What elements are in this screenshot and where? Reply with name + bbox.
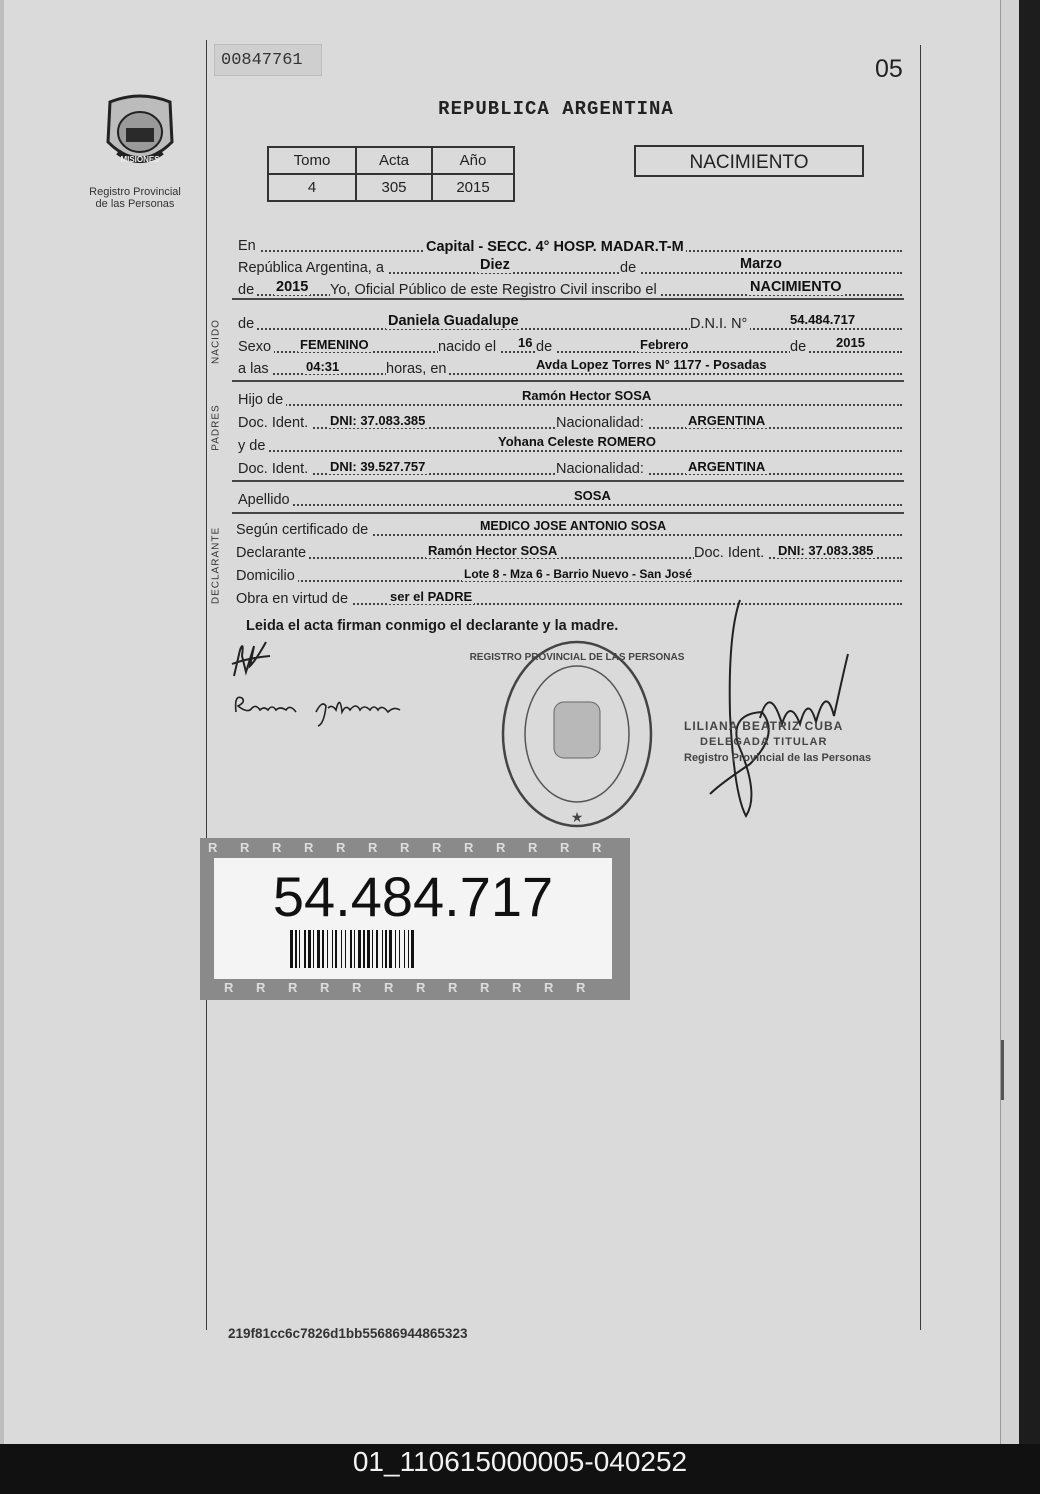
dni-label: D.N.I. N°	[690, 316, 750, 332]
apellido-label: Apellido	[238, 492, 293, 508]
nacido-dia-value: 16	[518, 335, 533, 350]
registry-seal-icon	[469, 636, 685, 832]
padre-nac-value: ARGENTINA	[688, 413, 766, 428]
yo-label: Yo, Oficial Público de este Registro Civil inscribo el	[330, 282, 660, 298]
nacido-de-label: de	[238, 316, 257, 332]
pattern-letter: R	[512, 980, 522, 995]
barcode-bar	[304, 930, 306, 968]
madre-doc-row	[238, 457, 902, 479]
barcode-bar	[411, 930, 414, 968]
pattern-letter: R	[560, 840, 570, 855]
en-value: Capital - SECC. 4° HOSP. MADAR.T-M	[426, 239, 684, 255]
document-hash: 219f81cc6c7826d1bb55686944865323	[228, 1326, 468, 1341]
pattern-letter: R	[576, 980, 586, 995]
barcode-bar	[313, 930, 314, 968]
y-de-row	[238, 434, 902, 456]
sexo-value: FEMENINO	[300, 337, 369, 352]
pattern-letter: R	[256, 980, 266, 995]
certificado-label: Según certificado de	[236, 522, 371, 538]
registry-caption-line2: de las Personas	[95, 198, 175, 210]
sexo-row	[238, 335, 902, 357]
barcode-bar	[345, 930, 346, 968]
republica-row	[238, 256, 902, 278]
apellido-row	[238, 488, 902, 510]
nacido-section-label: NACIDO	[210, 319, 222, 364]
barcode-bar	[317, 930, 320, 968]
pattern-letter: R	[240, 840, 250, 855]
barcode-bar	[389, 930, 392, 968]
barcode-bar	[354, 930, 355, 968]
document-title: REPUBLICA ARGENTINA	[438, 98, 674, 120]
barcode-bar	[327, 930, 328, 968]
republica-label: República Argentina, a	[238, 260, 387, 276]
pattern-letter: R	[320, 980, 330, 995]
y-de-label: y de	[238, 438, 268, 454]
barcode-bar	[350, 930, 352, 968]
pattern-letter: R	[464, 840, 474, 855]
barcode-bar	[382, 930, 383, 968]
pattern-letter: R	[592, 840, 602, 855]
madre-nac-label: Nacionalidad:	[556, 461, 647, 477]
pattern-letter: R	[416, 980, 426, 995]
act-type-box: NACIMIENTO	[634, 145, 864, 177]
pattern-letter: R	[272, 840, 282, 855]
barcode-bar	[299, 930, 300, 968]
table-value-anio: 2015	[432, 174, 514, 201]
lugar-value: Avda Lopez Torres N° 1177 - Posadas	[536, 357, 767, 372]
hora-value: 04:31	[306, 359, 340, 374]
padre-doc-label: Doc. Ident.	[238, 415, 311, 431]
barcode-icon	[290, 930, 540, 968]
section-divider	[232, 298, 904, 300]
pattern-letter: R	[400, 840, 410, 855]
pattern-letter: R	[544, 980, 554, 995]
de-label: de	[620, 260, 639, 276]
obra-value: ser el PADRE	[390, 589, 473, 604]
domicilio-label: Domicilio	[236, 568, 298, 584]
table-value-tomo: 4	[268, 174, 356, 201]
declarant-signature-icon	[226, 636, 276, 682]
apellido-value: SOSA	[574, 488, 611, 503]
anio-row	[238, 278, 902, 300]
pattern-letter: R	[352, 980, 362, 995]
section-divider	[232, 480, 904, 482]
barcode-bar	[308, 930, 311, 968]
pattern-letter: R	[528, 840, 538, 855]
nacido-de3-label: de	[790, 339, 809, 355]
de2-label: de	[238, 282, 257, 298]
emblem-text: MISIONES	[120, 155, 160, 164]
nombre-value: Daniela Guadalupe	[388, 313, 519, 329]
declarante-section-label: DECLARANTE	[210, 526, 222, 605]
left-frame-line	[206, 40, 207, 1330]
table-value-acta: 305	[356, 174, 432, 201]
horas-label: horas, en	[386, 361, 449, 377]
acto-value: NACIMIENTO	[750, 279, 842, 295]
en-row	[238, 234, 902, 256]
registry-caption-line1: Registro Provincial	[89, 186, 181, 198]
declarante-value: Ramón Hector SOSA	[428, 543, 558, 558]
barcode-bar	[372, 930, 373, 968]
barcode-bar	[408, 930, 409, 968]
nacido-anio-value: 2015	[836, 335, 865, 350]
hijo-de-label: Hijo de	[238, 392, 286, 408]
declarante-label: Declarante	[236, 545, 309, 561]
dni-sticker	[200, 838, 630, 1000]
official-name: LILIANA BEATRIZ CUBA	[684, 719, 844, 733]
act-reference-table	[267, 146, 515, 202]
barcode-bar	[358, 930, 361, 968]
en-label: En	[238, 238, 259, 254]
barcode-bar	[399, 930, 400, 968]
declarante-row	[238, 541, 902, 563]
nacido-mes-value: Febrero	[640, 337, 689, 352]
official-signature-icon	[700, 594, 860, 822]
domicilio-row	[238, 564, 902, 586]
dni-big-number: 54.484.717	[272, 865, 554, 928]
section-divider	[232, 380, 904, 382]
madre-nac-value: ARGENTINA	[688, 459, 766, 474]
hora-row	[238, 357, 902, 379]
pattern-letter: R	[224, 980, 234, 995]
official-role: DELEGADA TITULAR	[700, 736, 828, 748]
dia-value: Diez	[480, 257, 510, 273]
seal-text: REGISTRO PROVINCIAL DE LAS PERSONAS	[469, 652, 685, 663]
domicilio-value: Lote 8 - Mza 6 - Barrio Nuevo - San José	[464, 567, 693, 581]
barcode-bar	[385, 930, 387, 968]
hijo-de-row	[238, 388, 902, 410]
nacido-de2-label: de	[536, 339, 555, 355]
sexo-label: Sexo	[238, 339, 274, 355]
padre-doc-row	[238, 411, 902, 433]
section-divider	[232, 512, 904, 514]
pattern-letter: R	[432, 840, 442, 855]
madre-doc-value: DNI: 39.527.757	[330, 459, 426, 474]
registry-caption	[60, 186, 210, 210]
a-las-label: a las	[238, 361, 272, 377]
pattern-letter: R	[480, 980, 490, 995]
closing-statement: Leida el acta firman conmigo el declarante y la madre.	[246, 618, 619, 634]
pattern-letter: R	[384, 980, 394, 995]
pattern-letter: R	[336, 840, 346, 855]
barcode-bar	[332, 930, 333, 968]
nacido-nombre-row	[238, 312, 902, 334]
table-header-acta: Acta	[356, 147, 432, 174]
padre-nac-label: Nacionalidad:	[556, 415, 647, 431]
padres-section-label: PADRES	[210, 404, 222, 451]
dni-value: 54.484.717	[790, 312, 856, 327]
declarante-doc-value: DNI: 37.083.385	[778, 543, 874, 558]
pattern-letter: R	[208, 840, 218, 855]
barcode-bar	[367, 930, 370, 968]
padre-doc-value: DNI: 37.083.385	[330, 413, 426, 428]
certificado-value: MEDICO JOSE ANTONIO SOSA	[480, 519, 667, 533]
mother-signature	[232, 688, 412, 728]
table-header-tomo: Tomo	[268, 147, 356, 174]
anio-value: 2015	[276, 279, 309, 295]
pattern-letter: R	[448, 980, 458, 995]
barcode-bar	[376, 930, 378, 968]
pattern-letter: R	[288, 980, 298, 995]
barcode-bar	[363, 930, 365, 968]
table-header-anio: Año	[432, 147, 514, 174]
right-frame-line	[920, 45, 921, 1330]
pattern-letter: R	[304, 840, 314, 855]
nacido-el-label: nacido el	[438, 339, 499, 355]
declarante-doc-label: Doc. Ident.	[694, 545, 767, 561]
footer-id: 01_110615000005-040252	[352, 1446, 688, 1477]
page-number: 05	[875, 55, 903, 83]
barcode-bar	[404, 930, 405, 968]
barcode-bar	[322, 930, 324, 968]
official-office: Registro Provincial de las Personas	[684, 752, 872, 764]
barcode-bar	[395, 930, 396, 968]
province-emblem-icon	[96, 92, 184, 170]
barcode-bar	[341, 930, 342, 968]
certificado-row	[238, 518, 902, 540]
madre-doc-label: Doc. Ident.	[238, 461, 311, 477]
serial-number: 00847761	[214, 44, 322, 76]
barcode-bar	[335, 930, 337, 968]
barcode-bar	[295, 930, 297, 968]
padre-value: Ramón Hector SOSA	[522, 388, 652, 403]
barcode-bar	[290, 930, 293, 968]
svg-text:★: ★	[570, 809, 584, 825]
madre-value: Yohana Celeste ROMERO	[498, 434, 656, 449]
pattern-letter: R	[368, 840, 378, 855]
pattern-letter: R	[496, 840, 506, 855]
mes-value: Marzo	[740, 256, 782, 272]
obra-label: Obra en virtud de	[236, 591, 351, 607]
sticker-white-area	[214, 858, 612, 979]
official-stamp	[684, 718, 884, 766]
